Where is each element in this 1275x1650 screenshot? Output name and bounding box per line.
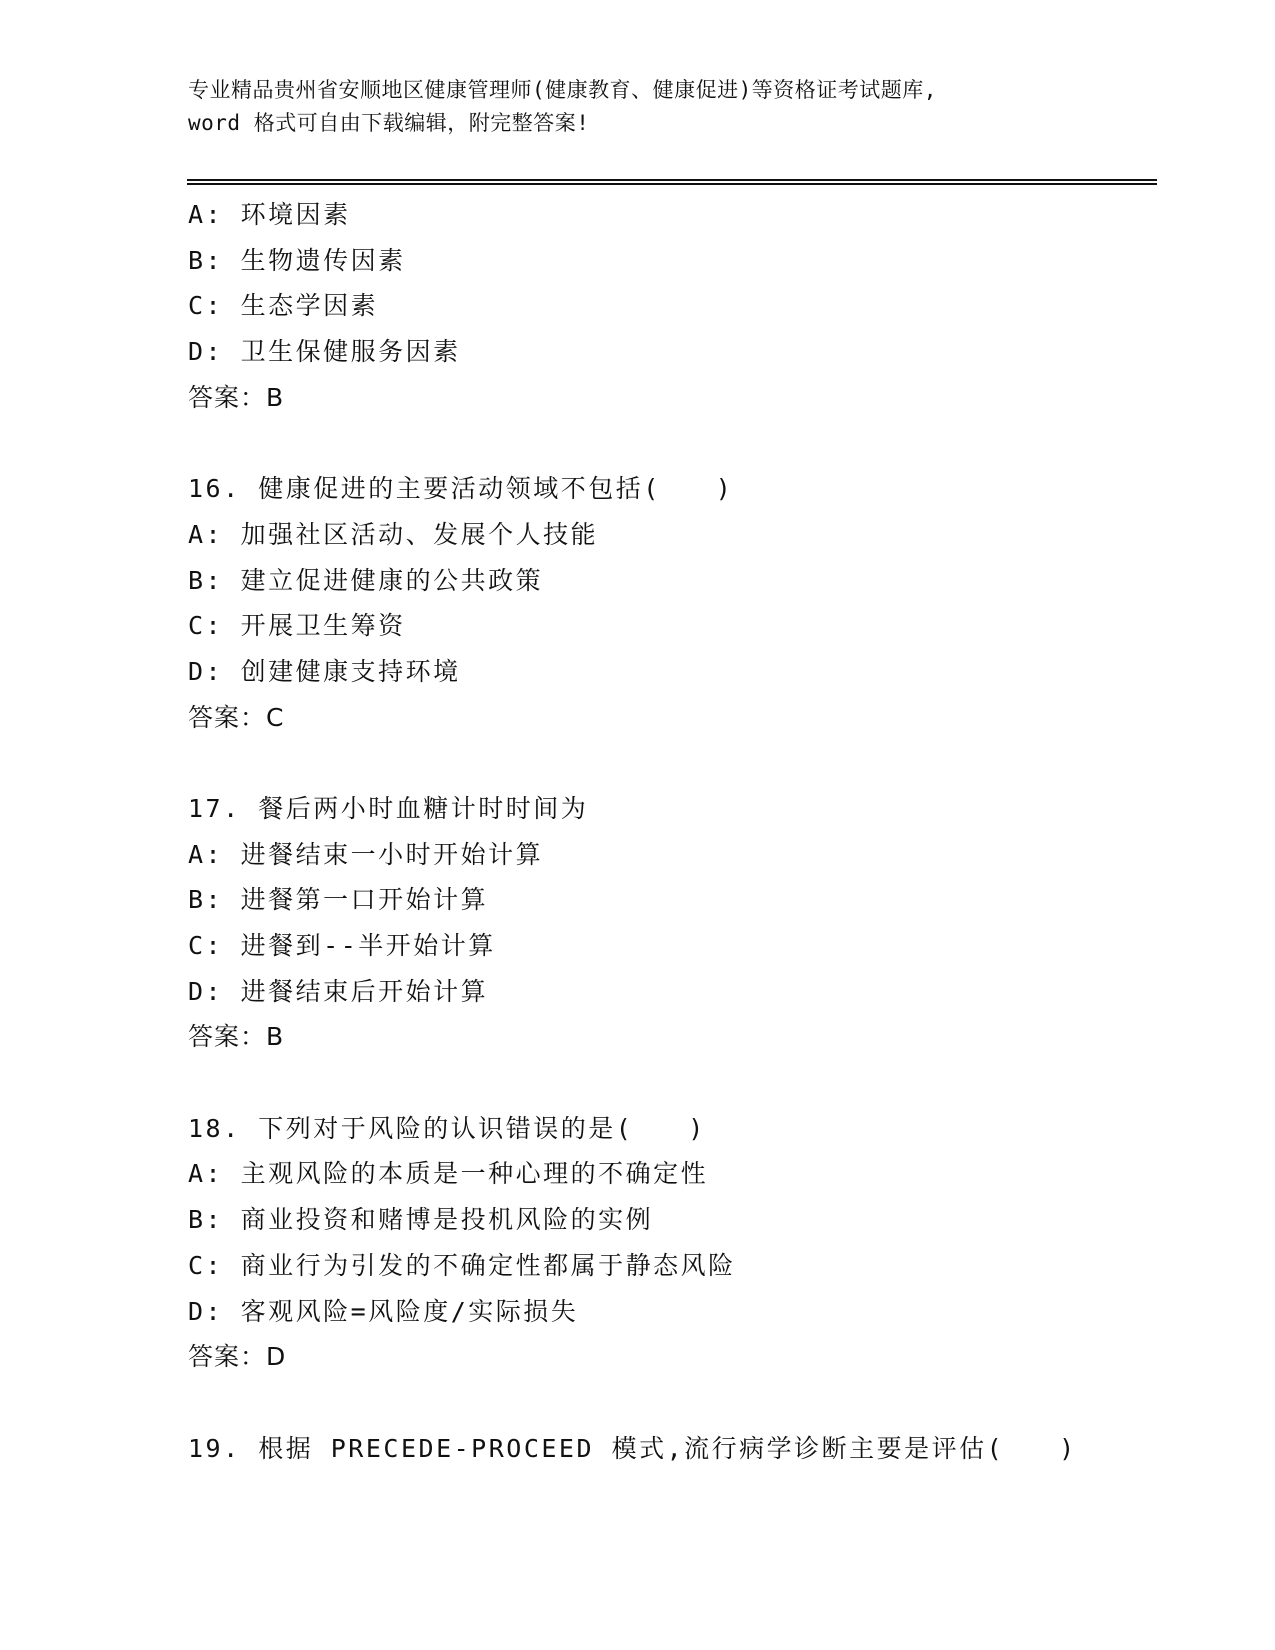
option-a: A: 进餐结束一小时开始计算 (188, 839, 544, 869)
header-line-2: word 格式可自由下载编辑，附完整答案! (188, 111, 590, 135)
option-d: D: 创建健康支持环境 (188, 656, 461, 686)
option-d: D: 进餐结束后开始计算 (188, 976, 489, 1006)
question-stem: 19. 根据 PRECEDE-PROCEED 模式,流行病学诊断主要是评估( ) (188, 1433, 1077, 1463)
question-stem: 18. 下列对于风险的认识错误的是( ) (188, 1113, 706, 1143)
option-b: B: 生物遗传因素 (188, 245, 406, 275)
spacer (188, 1060, 1148, 1106)
answer-line: 答案：B (188, 1022, 285, 1052)
header-divider-top (187, 179, 1157, 181)
option-c: C: 生态学因素 (188, 291, 379, 321)
option-a: A: 主观风险的本质是一种心理的不确定性 (188, 1159, 709, 1189)
question-list (188, 192, 1148, 1471)
document-header (188, 74, 1068, 140)
option-c: C: 开展卫生筹资 (188, 611, 406, 641)
question-16 (188, 466, 1148, 740)
option-a: A: 加强社区活动、发展个人技能 (188, 519, 599, 549)
option-b: B: 商业投资和赌博是投机风险的实例 (188, 1205, 654, 1235)
option-c: C: 商业行为引发的不确定性都属于静态风险 (188, 1250, 736, 1280)
header-divider-bottom (187, 183, 1157, 185)
option-c: C: 进餐到--半开始计算 (188, 931, 496, 960)
question-19 (188, 1426, 1148, 1472)
question-17 (188, 786, 1148, 1060)
spacer (188, 740, 1148, 786)
question-stem: 17. 餐后两小时血糖计时时间为 (188, 793, 589, 823)
option-b: B: 进餐第一口开始计算 (188, 885, 489, 915)
answer-line: 答案：B (188, 382, 285, 412)
option-a: A: 环境因素 (188, 200, 351, 229)
question-stem: 16. 健康促进的主要活动领域不包括( ) (188, 474, 734, 504)
answer-line: 答案：D (188, 1342, 287, 1372)
answer-line: 答案：C (188, 702, 285, 732)
question-18 (188, 1106, 1148, 1380)
option-d: D: 卫生保健服务因素 (188, 337, 461, 367)
option-b: B: 建立促进健康的公共政策 (188, 565, 544, 595)
spacer (188, 420, 1148, 466)
header-line-1: 专业精品贵州省安顺地区健康管理师(健康教育、健康促进)等资格证考试题库, (188, 78, 937, 102)
option-d: D: 客观风险=风险度/实际损失 (188, 1296, 579, 1326)
spacer (188, 1380, 1148, 1426)
question-15-continued (188, 192, 1148, 420)
